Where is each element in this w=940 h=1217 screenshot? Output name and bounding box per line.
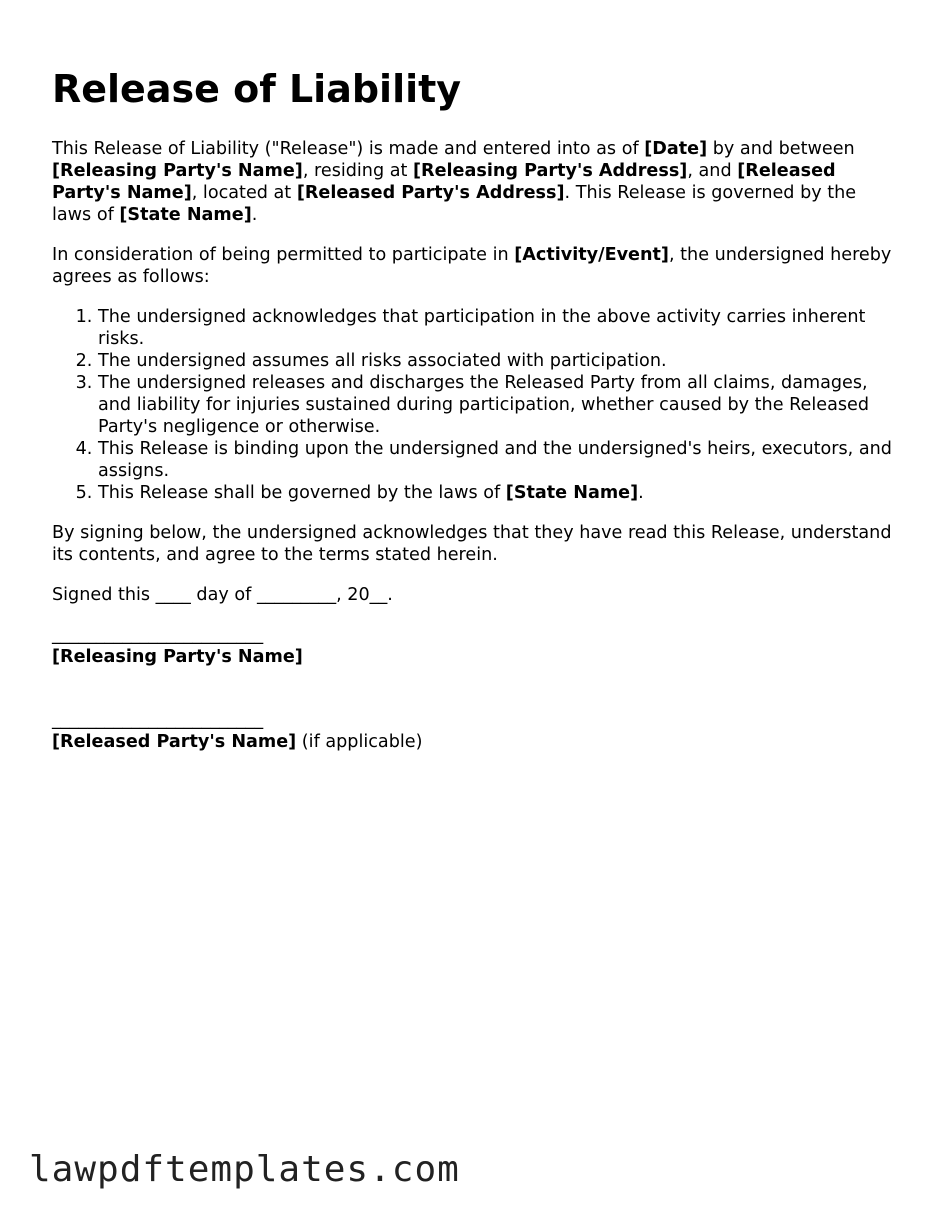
acknowledgement-paragraph: By signing below, the undersigned acknowledges that they have read this Release, understand its contents, and agree to the terms stated herein.	[52, 523, 892, 565]
consideration-text: In consideration of being permitted to participate in	[52, 245, 515, 265]
intro-text: .	[251, 205, 258, 225]
intro-paragraph	[52, 138, 892, 226]
signed-date-line: Signed this ____ day of _________, 20__.	[52, 585, 393, 605]
released-signature-line: ________________________	[52, 710, 264, 730]
released-party-name-placeholder: [Released Party's Name]	[52, 161, 836, 203]
state-name-placeholder: [State Name]	[505, 483, 639, 503]
terms-list	[52, 306, 892, 504]
footer-watermark: lawpdftemplates.com	[29, 1149, 460, 1190]
term-text: .	[638, 483, 644, 503]
term-item	[98, 482, 892, 504]
releasing-party-address-placeholder: [Releasing Party's Address]	[413, 161, 688, 181]
intro-text: by and between	[707, 139, 855, 159]
releasing-signature-line: ________________________	[52, 625, 264, 645]
consideration-paragraph	[52, 244, 892, 288]
intro-text: , and	[687, 161, 738, 181]
released-party-signature-label-row	[52, 732, 422, 752]
document-title: Release of Liability	[52, 67, 462, 111]
releasing-party-signature-label: [Releasing Party's Name]	[52, 647, 303, 667]
intro-text: , located at	[191, 183, 297, 203]
term-item: 2. The undersigned assumes all risks associated with participation.	[98, 350, 892, 372]
term-text: This Release shall be governed by the laws of	[98, 483, 506, 503]
if-applicable-note: (if applicable)	[296, 732, 423, 752]
intro-text: , residing at	[302, 161, 413, 181]
document-page	[52, 66, 892, 753]
released-party-address-placeholder: [Released Party's Address]	[296, 183, 565, 203]
date-placeholder: [Date]	[644, 139, 708, 159]
released-party-signature-label: [Released Party's Name]	[52, 732, 297, 752]
signature-block	[52, 624, 892, 753]
term-item: 3. The undersigned releases and discharges the Released Party from all claims, damages, and liability for injuries sustained during participation, whether caused by the Released Party's negligence or otherwise.	[98, 372, 892, 438]
state-name-placeholder: [State Name]	[119, 205, 252, 225]
consideration-text: , the undersigned hereby agrees as follows:	[52, 245, 892, 287]
intro-text: . This Release is governed by the laws of	[52, 183, 857, 225]
activity-placeholder: [Activity/Event]	[514, 245, 669, 265]
intro-text: This Release of Liability ("Release") is made and entered into as of	[52, 139, 645, 159]
term-item: 4. This Release is binding upon the undersigned and the undersigned's heirs, executors, and assigns.	[98, 438, 892, 482]
term-item: 1. The undersigned acknowledges that participation in the above activity carries inherent risks.	[98, 306, 892, 350]
releasing-party-name-placeholder: [Releasing Party's Name]	[52, 161, 303, 181]
